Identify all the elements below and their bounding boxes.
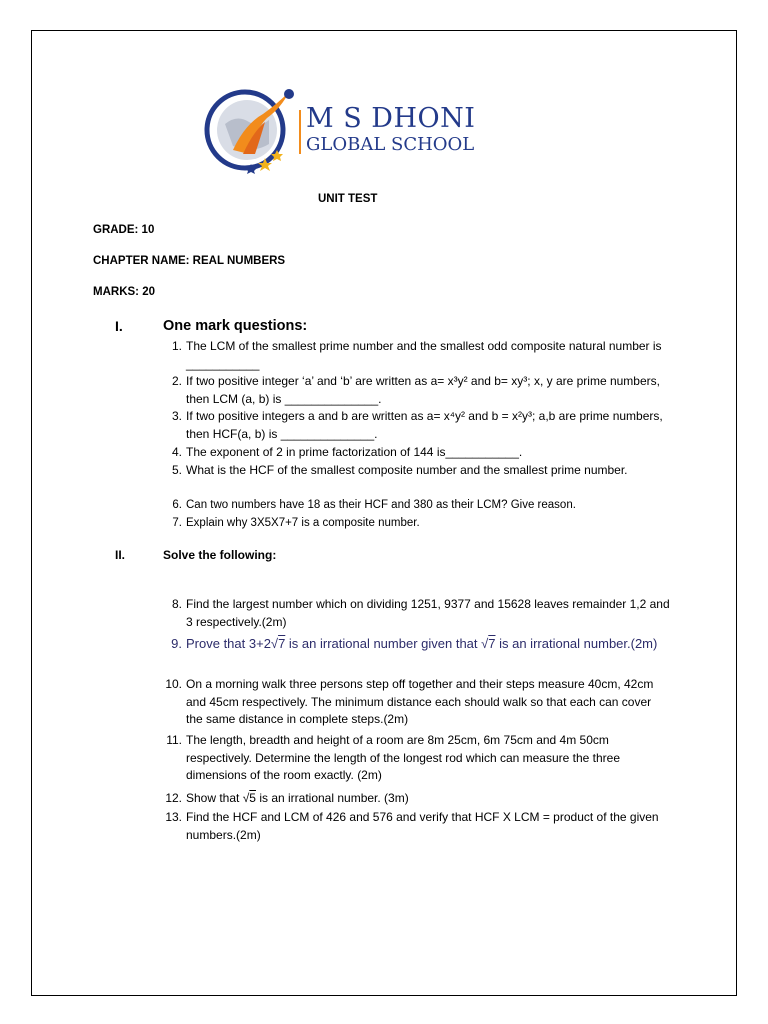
question-3 bbox=[160, 408, 670, 443]
question-text: Show that √5 is an irrational number. (3m) bbox=[186, 791, 409, 805]
question-number: 7. bbox=[172, 517, 182, 529]
logo-divider bbox=[299, 110, 301, 154]
section-2-number: II. bbox=[115, 548, 126, 562]
school-name: M S DHONI bbox=[306, 103, 476, 134]
marks-label: MARKS: 20 bbox=[93, 286, 155, 298]
grade-label: GRADE: 10 bbox=[93, 224, 155, 236]
radicand: 7 bbox=[278, 636, 286, 651]
question-number: 4. bbox=[171, 445, 182, 459]
question-number: 8. bbox=[171, 597, 182, 611]
question-9 bbox=[160, 634, 670, 654]
question-5 bbox=[160, 462, 670, 480]
radicand: 7 bbox=[488, 636, 496, 651]
question-text: Find the largest number which on dividing 1251, 9377 and 15628 leaves remainder 1,2 and 3 respectively.(2m) bbox=[186, 597, 670, 629]
question-text: On a morning walk three persons step off together and their steps measure 40cm, 42cm and 45cm respectively. The minimum distance each should walk so that each can cover the same distance in complete steps.(2m) bbox=[186, 677, 654, 726]
question-12 bbox=[160, 790, 670, 808]
question-number: 1. bbox=[171, 339, 182, 353]
question-8 bbox=[160, 596, 670, 631]
section-1-number: I. bbox=[115, 318, 123, 334]
question-number: 6. bbox=[172, 499, 182, 511]
question-number: 13. bbox=[165, 810, 182, 824]
school-logo bbox=[203, 84, 493, 174]
question-text: If two positive integers a and b are written as a= x⁴y² and b = x²y³; a,b are prime numbers, then HCF(a, b) is ______________. bbox=[186, 409, 663, 441]
question-10 bbox=[160, 676, 670, 729]
question-number: 3. bbox=[171, 409, 182, 423]
section-1-title: One mark questions: bbox=[163, 318, 308, 334]
question-2 bbox=[160, 373, 670, 408]
question-text: What is the HCF of the smallest composite number and the smallest prime number. bbox=[186, 463, 628, 477]
question-text: Can two numbers have 18 as their HCF and 380 as their LCM? Give reason. bbox=[186, 499, 576, 511]
question-number: 5. bbox=[171, 463, 182, 477]
radicand: 5 bbox=[249, 791, 256, 805]
chapter-label: CHAPTER NAME: REAL NUMBERS bbox=[93, 255, 286, 267]
globe-emblem-icon bbox=[203, 84, 303, 174]
test-title: UNIT TEST bbox=[318, 193, 378, 205]
question-text: The exponent of 2 in prime factorization of 144 is___________. bbox=[186, 445, 523, 459]
question-text: The length, breadth and height of a room are 8m 25cm, 6m 75cm and 4m 50cm respectively. Determine the length of the longest rod which can measure the three dimensions of the room exactly. (2m) bbox=[186, 733, 621, 782]
question-text: Explain why 3X5X7+7 is a composite number. bbox=[186, 517, 420, 529]
question-11 bbox=[160, 732, 670, 785]
question-text: The LCM of the smallest prime number and the smallest odd composite natural number is ___________ bbox=[186, 339, 662, 371]
question-number: 12. bbox=[165, 791, 182, 805]
question-7 bbox=[160, 515, 670, 533]
question-text: Find the HCF and LCM of 426 and 576 and verify that HCF X LCM = product of the given numbers.(2m) bbox=[186, 810, 659, 842]
question-13 bbox=[160, 809, 670, 844]
question-text: If two positive integer ‘a’ and ‘b’ are written as a= x³y² and b= xy³; x, y are prime numbers, then LCM (a, b) is ______________. bbox=[186, 374, 660, 406]
question-6 bbox=[160, 497, 670, 515]
question-4 bbox=[160, 444, 670, 462]
question-number: 9. bbox=[171, 636, 182, 651]
question-1 bbox=[160, 338, 670, 373]
question-number: 11. bbox=[166, 733, 182, 747]
question-number: 2. bbox=[171, 374, 182, 388]
question-text: Prove that 3+2√7 is an irrational number given that √7 is an irrational number.(2m) bbox=[186, 636, 658, 651]
section-2-title: Solve the following: bbox=[163, 548, 277, 562]
question-number: 10. bbox=[165, 677, 182, 691]
school-subtitle: GLOBAL SCHOOL bbox=[306, 134, 475, 155]
